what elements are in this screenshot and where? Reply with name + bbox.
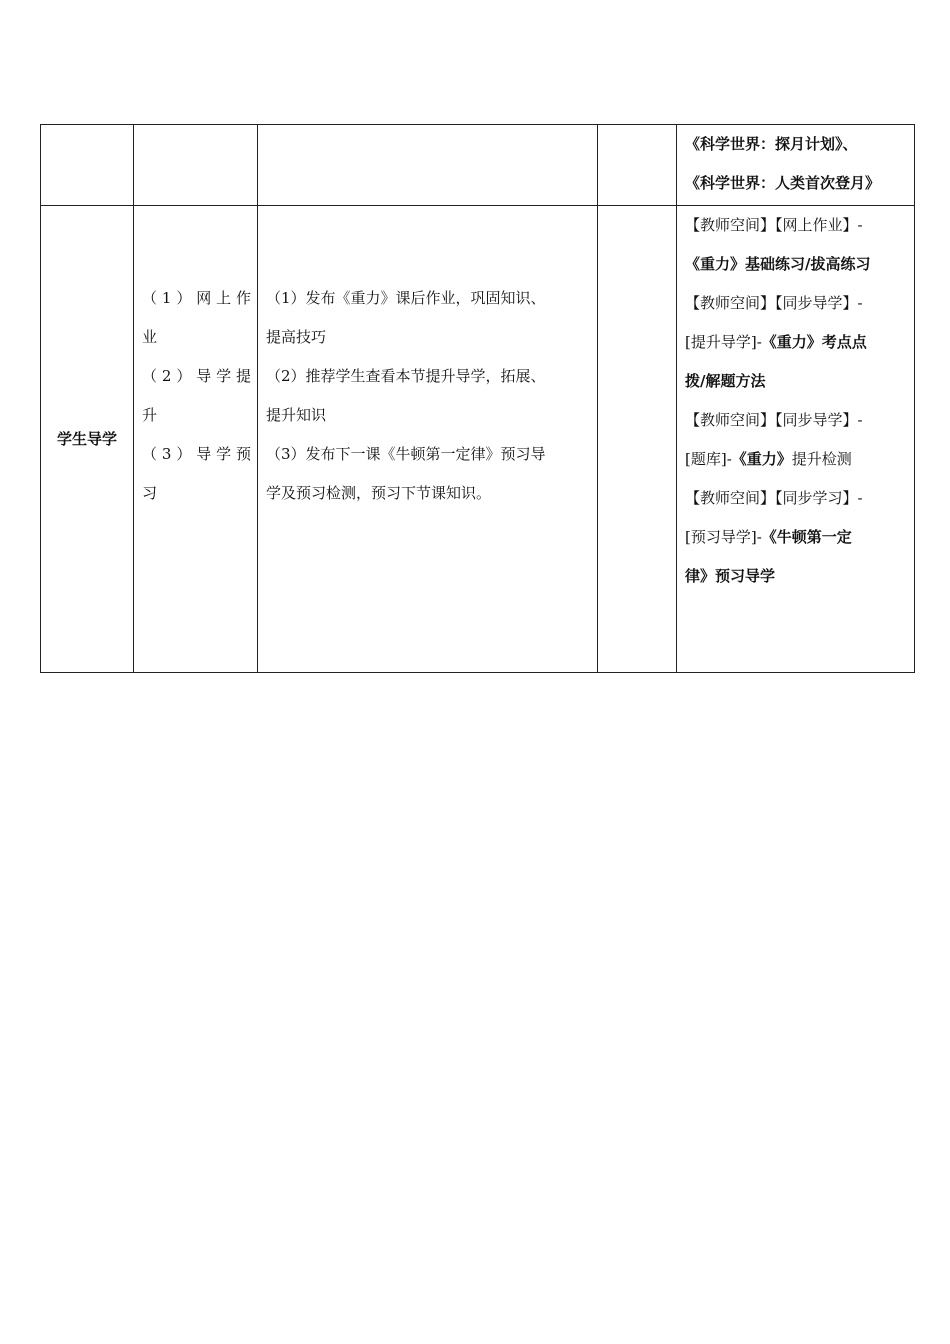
activity-line: 提高技巧	[266, 328, 327, 346]
resource-suffix: 提升检测	[791, 450, 852, 468]
stage-cell	[41, 125, 134, 206]
resource-title: 《重力》	[731, 450, 792, 468]
blank-cell	[598, 125, 677, 206]
step-line: 升	[142, 406, 158, 424]
activities-cell	[258, 125, 598, 206]
activity-line: （1）发布《重力》课后作业，巩固知识、	[266, 289, 546, 307]
resource-path: [题库]-	[685, 450, 732, 468]
stage-label: 学生导学	[41, 206, 134, 673]
steps-cell	[134, 125, 258, 206]
activity-line: （3）发布下一课《牛顿第一定律》预习导	[266, 445, 546, 463]
steps-cell	[134, 206, 258, 673]
resource-line: 【教师空间】【同步学习】-	[685, 489, 863, 507]
resource-line: 【教师空间】【同步导学】-	[685, 294, 863, 312]
activities-cell	[258, 206, 598, 673]
resource-line: 《科学世界：探月计划》、	[685, 135, 858, 153]
resource-line: 拨/解题方法	[685, 372, 766, 390]
resource-path: [提升导学]-	[685, 333, 762, 351]
step-line: 业	[142, 328, 158, 346]
step-line: 习	[142, 484, 158, 502]
resource-line	[685, 518, 910, 557]
lesson-plan-table	[40, 124, 915, 673]
resource-path: [预习导学]-	[685, 528, 762, 546]
resource-line: 律》预习导学	[685, 567, 776, 585]
resource-line: 【教师空间】【网上作业】-	[685, 216, 863, 234]
activity-line: 提升知识	[266, 406, 327, 424]
table-row	[41, 125, 915, 206]
resource-title: 《牛顿第一定	[761, 528, 852, 546]
resource-line	[685, 323, 910, 362]
resource-line	[685, 440, 910, 479]
activity-line: 学及预习检测，预习下节课知识。	[266, 484, 492, 502]
resource-title: 《重力》考点点	[761, 333, 867, 351]
resource-line: 【教师空间】【同步导学】-	[685, 411, 863, 429]
table-row	[41, 206, 915, 673]
resources-cell	[677, 206, 915, 673]
resources-cell	[677, 125, 915, 206]
step-line: （1）网上作	[142, 289, 251, 307]
resource-line: 《重力》基础练习/拔高练习	[685, 255, 871, 273]
resource-line: 《科学世界：人类首次登月》	[685, 174, 881, 192]
blank-cell	[598, 206, 677, 673]
activity-line: （2）推荐学生查看本节提升导学，拓展、	[266, 367, 546, 385]
step-line: （3）导学预	[142, 445, 251, 463]
step-line: （2）导学提	[142, 367, 251, 385]
